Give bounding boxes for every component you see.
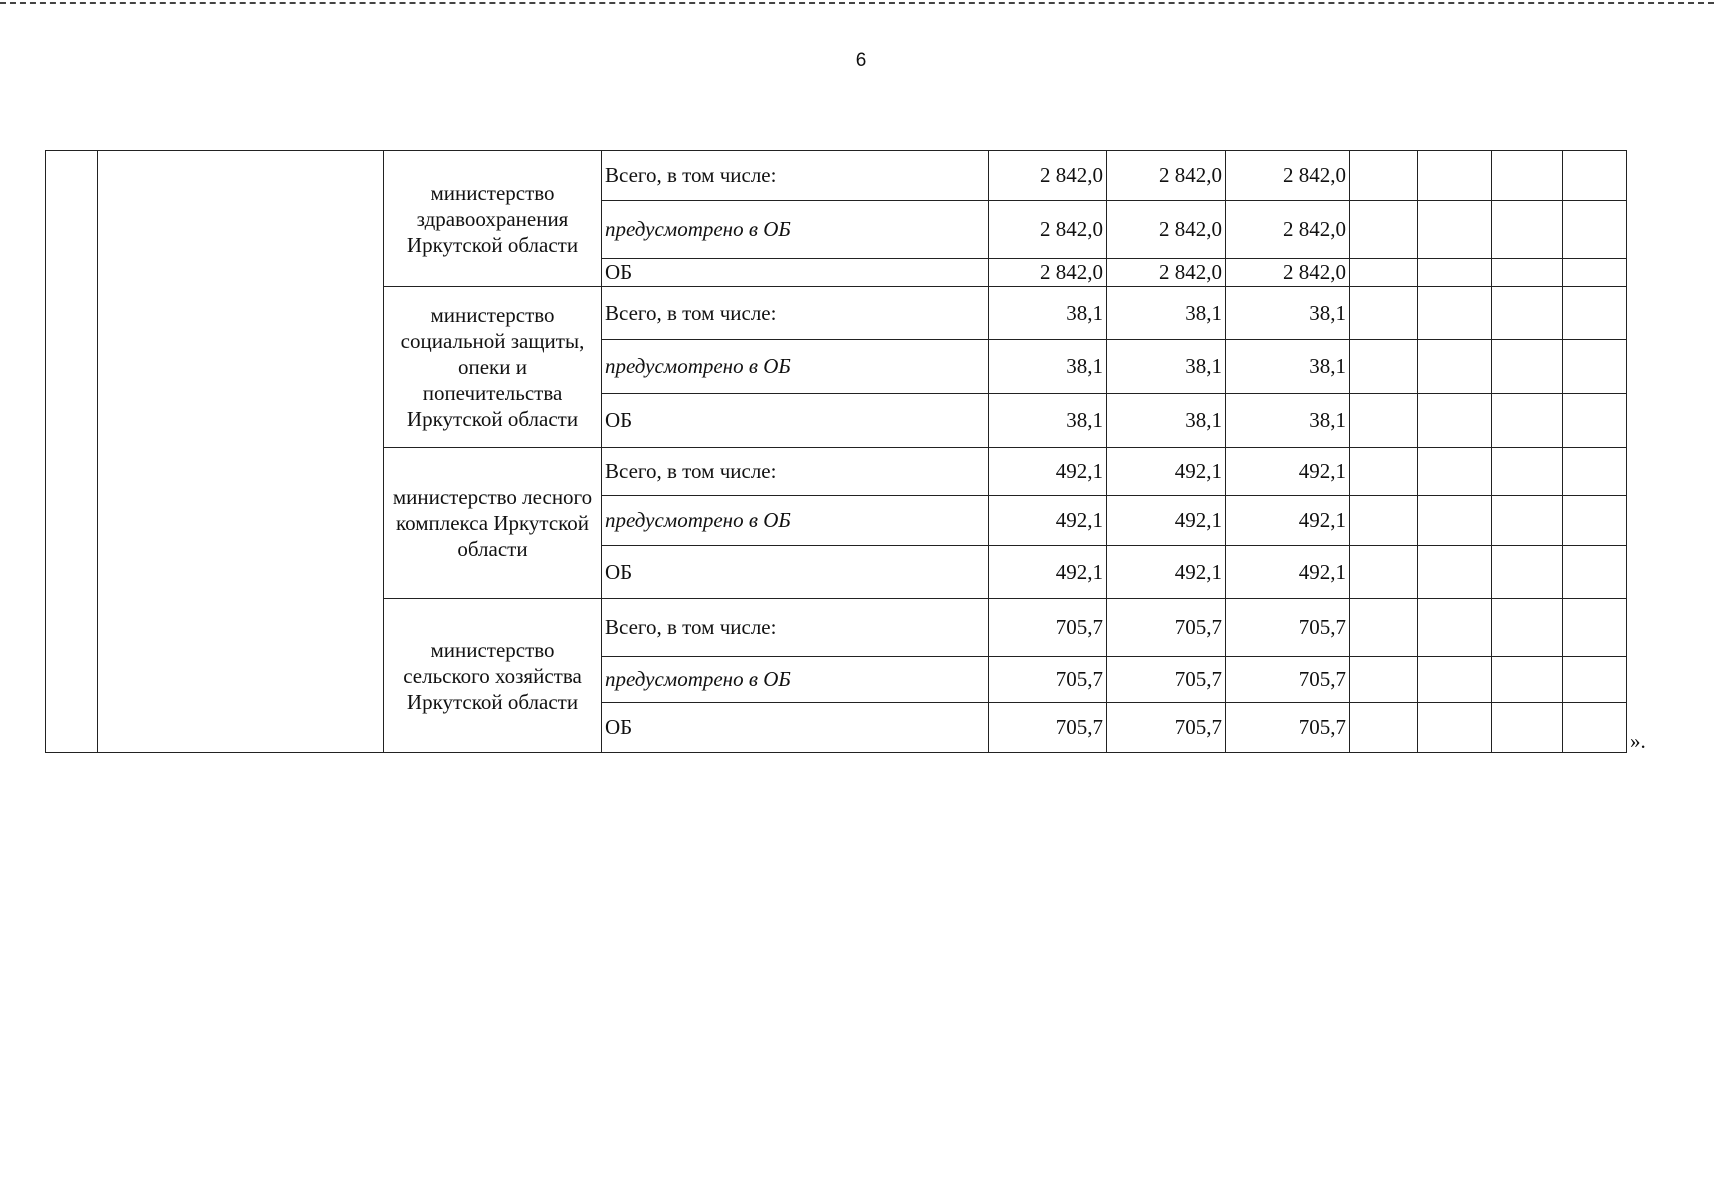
funding-label-cell: ОБ: [602, 703, 989, 753]
value-cell: 38,1: [989, 340, 1107, 394]
empty-name-cell: [98, 151, 384, 753]
empty-cell: [1350, 657, 1418, 703]
value-cell: 492,1: [1107, 546, 1226, 599]
empty-cell: [1418, 259, 1492, 287]
empty-cell: [1492, 546, 1563, 599]
value-cell: 2 842,0: [1107, 151, 1226, 201]
value-cell: 2 842,0: [989, 259, 1107, 287]
empty-cell: [1563, 259, 1627, 287]
empty-cell: [1492, 657, 1563, 703]
value-cell: 2 842,0: [1226, 151, 1350, 201]
value-cell: 2 842,0: [1107, 259, 1226, 287]
budget-table: [45, 150, 1627, 753]
value-cell: 492,1: [1107, 448, 1226, 496]
page-number: 6: [855, 50, 867, 71]
empty-cell: [1563, 287, 1627, 340]
funding-label-cell: Всего, в том числе:: [602, 287, 989, 340]
empty-cell: [1350, 496, 1418, 546]
table-row: [46, 151, 1627, 201]
value-cell: 492,1: [1226, 546, 1350, 599]
value-cell: 492,1: [989, 546, 1107, 599]
value-cell: 705,7: [1226, 599, 1350, 657]
value-cell: 705,7: [1226, 657, 1350, 703]
value-cell: 38,1: [1226, 287, 1350, 340]
value-cell: 2 842,0: [1226, 201, 1350, 259]
empty-cell: [1350, 394, 1418, 448]
ministry-cell: министерство сельского хозяйства Иркутской области: [384, 599, 602, 753]
empty-cell: [1492, 394, 1563, 448]
value-cell: 492,1: [989, 448, 1107, 496]
ministry-cell: министерство здравоохранения Иркутской области: [384, 151, 602, 287]
empty-cell: [1418, 599, 1492, 657]
value-cell: 492,1: [989, 496, 1107, 546]
empty-cell: [1350, 259, 1418, 287]
empty-cell: [1418, 546, 1492, 599]
ministry-cell: министерство социальной защиты, опеки и попечительства Иркутской области: [384, 287, 602, 448]
empty-cell: [1350, 448, 1418, 496]
empty-cell: [1563, 703, 1627, 753]
empty-cell: [1418, 340, 1492, 394]
empty-cell: [1563, 546, 1627, 599]
value-cell: 705,7: [989, 703, 1107, 753]
value-cell: 2 842,0: [989, 201, 1107, 259]
empty-cell: [1492, 151, 1563, 201]
empty-cell: [1418, 287, 1492, 340]
value-cell: 2 842,0: [989, 151, 1107, 201]
funding-label-cell: ОБ: [602, 394, 989, 448]
funding-label-cell: Всего, в том числе:: [602, 599, 989, 657]
value-cell: 38,1: [1226, 394, 1350, 448]
closing-quote: ».: [1630, 729, 1646, 753]
empty-cell: [1563, 496, 1627, 546]
empty-cell: [1492, 340, 1563, 394]
value-cell: 2 842,0: [1107, 201, 1226, 259]
value-cell: 492,1: [1226, 448, 1350, 496]
empty-cell: [1350, 340, 1418, 394]
empty-cell: [1563, 201, 1627, 259]
value-cell: 38,1: [1107, 394, 1226, 448]
empty-cell: [1563, 599, 1627, 657]
empty-number-cell: [46, 151, 98, 753]
empty-cell: [1492, 287, 1563, 340]
empty-cell: [1492, 496, 1563, 546]
empty-cell: [1492, 259, 1563, 287]
funding-label-cell: предусмотрено в ОБ: [602, 201, 989, 259]
value-cell: 705,7: [989, 657, 1107, 703]
empty-cell: [1350, 599, 1418, 657]
empty-cell: [1563, 151, 1627, 201]
empty-cell: [1492, 599, 1563, 657]
empty-cell: [1418, 496, 1492, 546]
empty-cell: [1350, 151, 1418, 201]
empty-cell: [1418, 703, 1492, 753]
empty-cell: [1563, 340, 1627, 394]
empty-cell: [1492, 201, 1563, 259]
value-cell: 38,1: [1107, 340, 1226, 394]
value-cell: 705,7: [1226, 703, 1350, 753]
value-cell: 705,7: [1107, 599, 1226, 657]
value-cell: 2 842,0: [1226, 259, 1350, 287]
funding-label-cell: Всего, в том числе:: [602, 151, 989, 201]
empty-cell: [1418, 448, 1492, 496]
empty-cell: [1350, 703, 1418, 753]
value-cell: 38,1: [989, 287, 1107, 340]
empty-cell: [1418, 201, 1492, 259]
funding-label-cell: Всего, в том числе:: [602, 448, 989, 496]
value-cell: 705,7: [1107, 657, 1226, 703]
value-cell: 492,1: [1226, 496, 1350, 546]
table-body: [46, 151, 1627, 753]
empty-cell: [1418, 394, 1492, 448]
funding-label-cell: предусмотрено в ОБ: [602, 496, 989, 546]
funding-label-cell: предусмотрено в ОБ: [602, 657, 989, 703]
value-cell: 38,1: [989, 394, 1107, 448]
empty-cell: [1350, 287, 1418, 340]
top-border-line: [0, 2, 1714, 4]
value-cell: 38,1: [1226, 340, 1350, 394]
funding-label-cell: предусмотрено в ОБ: [602, 340, 989, 394]
funding-label-cell: ОБ: [602, 259, 989, 287]
empty-cell: [1418, 151, 1492, 201]
empty-cell: [1563, 657, 1627, 703]
empty-cell: [1492, 448, 1563, 496]
value-cell: 38,1: [1107, 287, 1226, 340]
value-cell: 705,7: [1107, 703, 1226, 753]
value-cell: 705,7: [989, 599, 1107, 657]
empty-cell: [1350, 546, 1418, 599]
empty-cell: [1492, 703, 1563, 753]
funding-label-cell: ОБ: [602, 546, 989, 599]
ministry-cell: министерство лесного комплекса Иркутской области: [384, 448, 602, 599]
empty-cell: [1418, 657, 1492, 703]
empty-cell: [1563, 394, 1627, 448]
empty-cell: [1563, 448, 1627, 496]
empty-cell: [1350, 201, 1418, 259]
value-cell: 492,1: [1107, 496, 1226, 546]
